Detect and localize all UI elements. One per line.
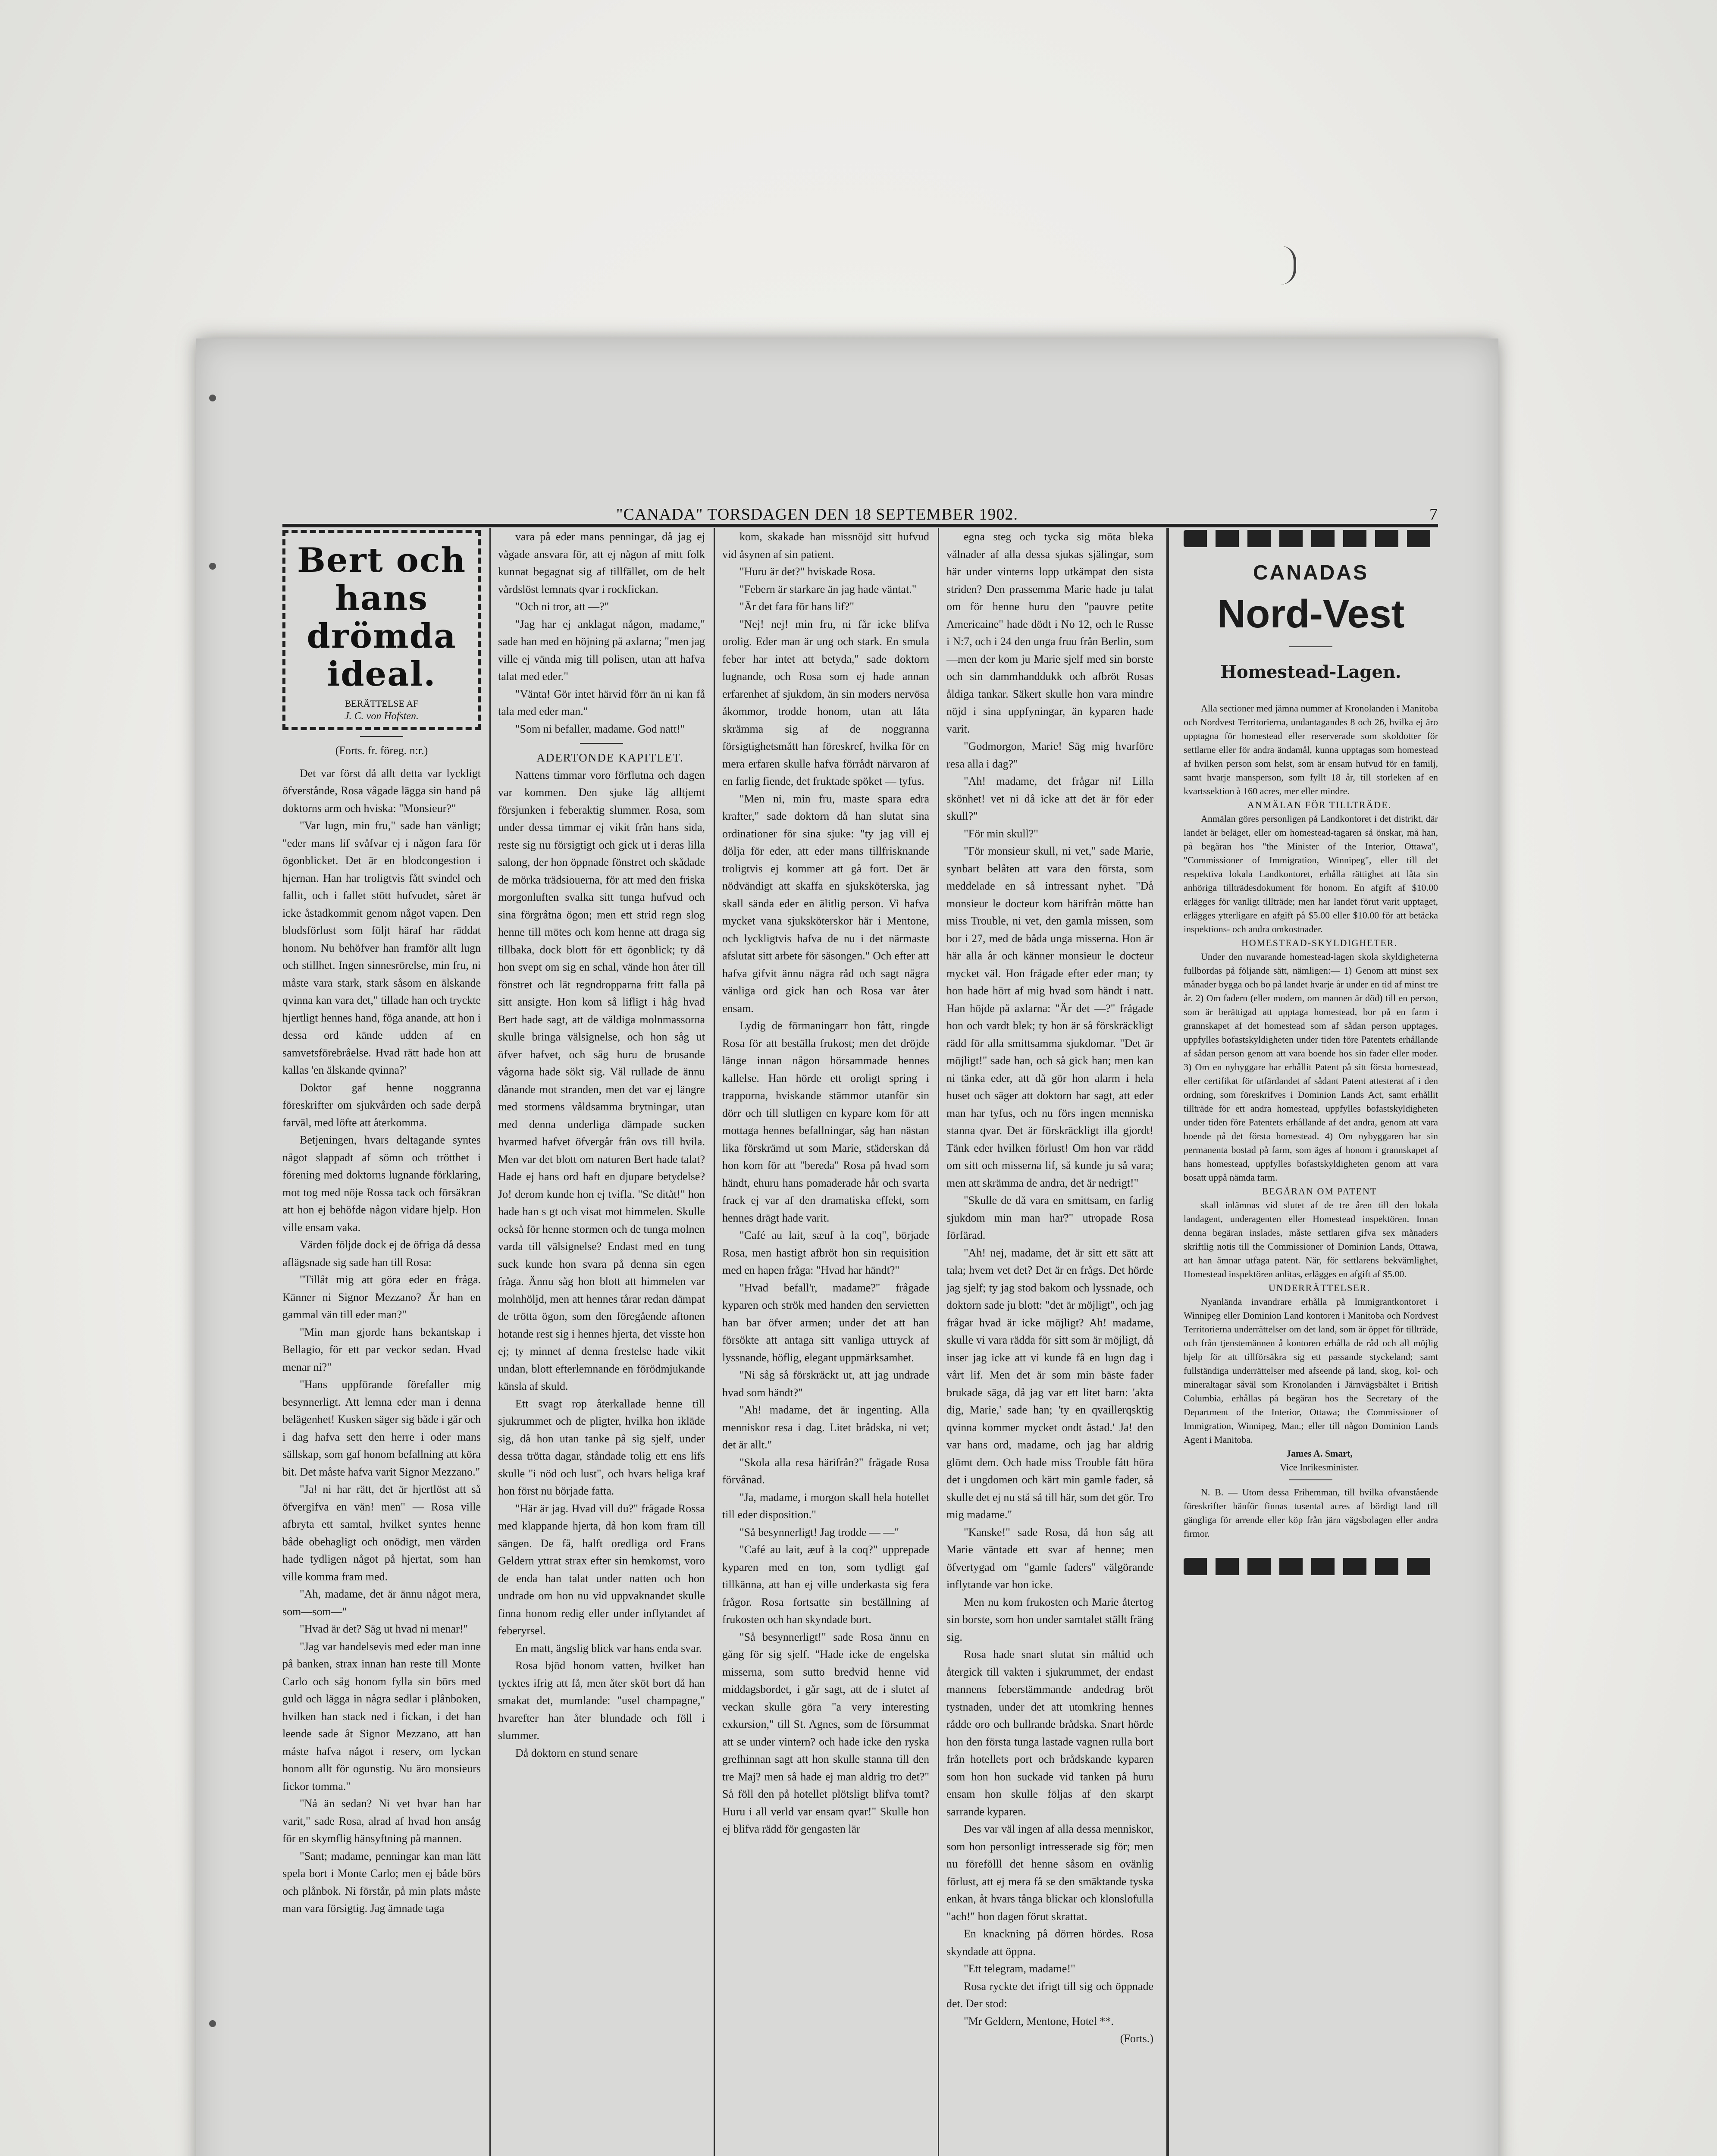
columns: [282, 528, 1438, 2156]
paragraph: "Ja, madame, i morgon skall hela hotellet till eder disposition.": [722, 1491, 929, 1521]
paragraph: "Hvad befall'r, madame?" frågade kyparen och strök med handen den servietten han bar öfver armen; under det att han försökte att antaga sitt vanliga uttryck af lyssnande, höflig, elegant uppmärksamhet.: [722, 1281, 929, 1364]
column-3: [722, 528, 929, 2156]
paragraph: "Godmorgon, Marie! Säg mig hvarföre resa alla i dag?": [946, 740, 1153, 770]
paragraph: "Skola alla resa härifrån?" frågade Rosa förvånad.: [722, 1456, 929, 1486]
paragraph: "Mr Geldern, Mentone, Hotel **.: [964, 2015, 1114, 2028]
chapter-text: [498, 767, 705, 1762]
column-1: [282, 528, 481, 2156]
paragraph: "Huru är det?" hviskade Rosa.: [739, 565, 876, 578]
divider: [360, 736, 403, 737]
section-text: Nyanlända invandrare erhålla på Immigrantkontoret i Winnipeg eller Dominion Land kontoren i Manitoba och Nordvest Territorierna underrättelser om det land, som är öppet för tillträde, och från tjenstemännen å kontoren erhålla de råd och all möjlig hjelp för att tillförsäkra sig ett passande styckeland; samt fullständiga underrättelser med afseende på land, skog, kol- och mineraltagar såväl som Kronolanden i Järnvägsbältet i British Columbia, erhållas på begäran hos the Secretary of the Department of the Interior, Ottawa; the Commissioner of Immigration, Winnipeg, Man.; eller till någon Dominion Lands Agent i Manitoba.: [1184, 1296, 1438, 1445]
paragraph: "Så besynnerligt! Jag trodde — —": [739, 1526, 899, 1539]
paragraph: "Tillåt mig att göra eder en fråga. Känner ni Signor Mezzano? Är han en gammal vän till eder man?": [282, 1273, 481, 1321]
paragraph: Rosa ryckte det ifrigt till sig och öppnade det. Der stod:: [946, 1980, 1153, 2010]
chapter-heading: ADERTONDE KAPITLET.: [536, 751, 684, 764]
paragraph: vara på eder mans penningar, då jag ej vågade ansvara för, att ej någon af mitt folk kunnat begagnat sig af tillfället, om de helt vårdslöst lemnats qvar i rockfickan.: [498, 530, 705, 595]
newspaper-page: [196, 338, 1498, 2156]
paragraph: "Café au lait, æuf à la coq?" upprepade kyparen med en ton, som tydligt gaf tillkänna, att han ej ville underkasta sig fera frågor. Rosa fortsatte sin beställning af frukosten och han skyndade bort.: [722, 1543, 929, 1626]
paragraph: "Skulle de då vara en smittsam, en farlig sjukdom min man har?" utropade Rosa förfärad.: [946, 1194, 1153, 1241]
paragraph: "Ah, madame, det är ännu något mera, som—som—": [282, 1588, 481, 1618]
paragraph: "För monsieur skull, ni vet," sade Marie, synbart belåten att vara den första, som meddelade en så intressant nyhet. "Då monsieur le docteur kom härifrån mötte han miss Trouble, ni vet, den gamla missen, som bor i 27, med de båda unga misserna. Hon är här alla år och känner monsieur le docteur mycket väl. Hon frågade efter eder man; ty hon hade hört af mig hvad som händt i natt. Han höjde på axlarna: "Är det —?" frågade hon och vardt blek; ty hon är så förskräckligt rädd för alla smittsamma sjukdomar. "Det är möjligt!" sade han, och så gick han; men kan ni tänka eder, att då gör hon alarm i hela huset och säger att doktorn har sagt, att eder man har tyfus, och nu förs ingen menniska stanna qvar. Det är förskräckligt illa gjordt! Tänk eder hvilken förlust! Om hon var rädd om sitt och misserna lif, så kunde ju så vara; men att skrämma de andra, det är nedrigt!": [946, 845, 1153, 1189]
paragraph: "Ah! nej, madame, det är sitt ett sätt att tala; hvem vet det? Det är en frågs. Det hörde jag sjelf; ty jag stod bakom och lyssnade, och doktorn sade ju blott: "det är möjligt", och jag frågar hvad är icke möjligt? Ah! madame, skulle vi vara rädda för sitt som är möjligt, då inser jag icke att vi kunde få en lugn dag i vårt lif. Men det är som min bäste fader brukade säga, då jag var ett litet barn: 'akta dig, Marie,' sade han; 'ty en qvaillerqsktig qvinna kommer mycket ondt åstad.' Ja! den var hans ord, madame, och jag har aldrig glömt dem. Och hade miss Trouble fått höra det i ungdomen och kärt min gamle fader, så skulle det ej nu stå så till här, som det gör. Tro mig madame.": [946, 1246, 1153, 1521]
paragraph: Då doktorn en stund senare: [515, 1746, 638, 1759]
column-4: [946, 528, 1153, 2156]
paragraph: "Ah! madame, det frågar ni! Lilla skönhet! vet ni då icke att det är för eder skull?": [946, 775, 1153, 822]
column-4-text: [946, 528, 1153, 2030]
header-title: "CANADA" TORSDAGEN DEN 18 SEPTEMBER 1902.: [616, 505, 1018, 523]
paragraph: Nattens timmar voro förflutna och dagen var kommen. Den sjuke låg alltjemt försjunken i feberaktig slummer. Rosa, som under dessa timmar ej vikit från hans sida, reste sig nu försigtigt och gick ut i deras lilla salong, der hon öppnade fönstret och skådade de mörka trädsiouerna, för att med den friska morgonluften svalka sitt tunga hufvud och sina förgråtna ögon; men ett strid regn slog henne till mötes och kom henne att draga sig tillbaka, dock blott för ett ögonblick; ty då hon svept om sig en schal, vände hon åter till fönstret och lät regndropparna fritt falla på sitt ansigte. Hon kom så lifligt i håg hvad Bert hade sagt, att de väldiga molnmassorna skulle bringa välsignelse, och hon såg ut öfver hafvet, och såg huru de brusande vågorna hade sökt sig. Väl rullade de ännu dånande mot stranden, men det var ej längre med stormens våldsamma brytningar, utan med denna underliga dämpade sucken hvarmed hafvet öfvergår från ovs till hvila. Men var det blott om naturen Bert hade talat? Hade ej hans ord haft en djupare betydelse? Jo! derom kunde hon ej tvifla. "Se ditåt!" hon hade han s gt och visat mot himmelen. Skulle också för henne stormen och de tunga molnen varda till välsignelse? Endast med en tung suck kunde hon svara på denna sin egen fråga. Ännu såg hon blott att himmelen var molnhöljd, men att hennes tårar redan dämpat de trötta ögon, som den föregående aftonen hotande rest sig i hennes hjerta, det visste hon ej; ty minnet af denna frestelse hade vikit undan, blott efterlemnande en förödmjukande känsla af skuld.: [498, 768, 705, 1392]
notice-subtitle: Homestead-Lagen.: [1220, 662, 1401, 682]
paragraph: "Ett telegram, madame!": [964, 1962, 1075, 1975]
continuation-note: (Forts.): [1120, 2032, 1153, 2045]
paragraph: En matt, ängslig blick var hans enda svar.: [515, 1642, 702, 1655]
section-text: skall inlämnas vid slutet af de tre åren till den lokala landagent, underagenten eller Homestead inspektören. Innan denna begäran inslades, måste settlaren gifva sex månaders skriftlig notis till the Commissioner of Dominion Lands, Ottawa, att han ämnar utfaga patent. När, för settlarens bekvämlighet, Homestead inspektören anlitas, erlägges en afgift af $5.00.: [1184, 1200, 1438, 1279]
story-title-box: [282, 530, 481, 730]
column-2-text: [498, 528, 705, 738]
edge-hole: [209, 563, 216, 570]
paragraph: Värden följde dock ej de öfriga då dessa aflägsnade sig sade han till Rosa:: [282, 1238, 481, 1269]
paragraph: Betjeningen, hvars deltagande syntes något slappadt af sömn och trötthet i förening med doktorns lugnande förklaring, mot tog med nöje Rossa tack och försäkran att hon ej behöfde någon vidare hjelp. Hon ville ensam vaka.: [282, 1134, 481, 1234]
film-mark: [1281, 246, 1296, 285]
divider: [580, 743, 623, 744]
author: J. C. von Hofsten.: [345, 711, 419, 722]
paragraph: "För min skull?": [964, 827, 1038, 840]
paragraph: "Nå än sedan? Ni vet hvar han har varit," sade Rosa, alrad af hvad hon ansåg för en skymflig hänsyftning på mannen.: [282, 1797, 481, 1845]
column-5-notice: [1184, 528, 1438, 2156]
ornament-border-top: [1184, 530, 1438, 547]
paragraph: Lydig de förmaningarr hon fått, ringde Rosa för att beställa frukost; men det dröjde länge innan någon hörsammade hennes kallelse. Han hörde ett oroligt spring i trapporna, hviskande stämmor utanför sin dörr och till slutligen en kypare kom för att mottaga hennes befallningar, såg han nästan lika förskrämd ut som Marie, städerskan då hon kom för att "bereda" Rosa på hvad som händt, ehuru hans pomaderade hår och svarta frack ej var af den dramatiska effekt, som hennes drägt hade varit.: [722, 1019, 929, 1224]
paragraph: "Som ni befaller, madame. God natt!": [515, 722, 685, 735]
paragraph: egna steg och tycka sig möta bleka vålnader af alla dessa sjukas själingar, som här under vinterns lopp utkämpat den sista striden? Den prassemma Marie hade ju talat om för henne huru den "pauvre petite Americaine" hade dödt i No 12, och le Russe i N:7, och i 24 den unga fruu från Berlin, som —men der kom ju Marie sjelf med sin borste och sin dammhanddukk och afbröt Rosas åldiga tankar. Säkert skulle hon vara mindre nöjd i sina uppfyningar, än kyparen hade varit.: [946, 530, 1153, 735]
paragraph: "Ja! ni har rätt, det är hjertlöst att så öfvergifva en vän! men" — Rosa ville afbryta ett samtal, hvilket syntes henne både obehagligt och onödigt, men värden hade tydligen något på hjertat, som han ville komma fram med.: [282, 1483, 481, 1583]
paragraph: Des var väl ingen af alla dessa menniskor, som hon personligt intresserade sig för; men nu förefölll det henne såsom en ovänlig förlust, att ej mera få se den smäktande tyska enkan, åt hvars tånga blickar och klonslofulla "ach!" hon dagen förut skrattat.: [946, 1823, 1153, 1923]
signature-title: Vice Inrikesminister.: [1280, 1462, 1359, 1473]
paragraph: "Här är jag. Hvad vill du?" frågade Rossa med klappande hjerta, då hon kom fram till sängen. De få, halft oredliga ord Frans Geldern yttrat strax efter sin hemkomst, voro de enda han talat under natten och hon undrade om hon nu vid uppvaknandet skulle finna honom redig eller under inflytandet af feberyrsel.: [498, 1502, 705, 1637]
story-title-line-1: Bert och hans: [297, 541, 467, 618]
section-heading: ANMÄLAN FÖR TILLTRÄDE.: [1247, 799, 1392, 810]
paragraph: Rosa bjöd honom vatten, hvilket han tycktes ifrig att få, men åter sköt bort då han smakat det, mumlande: "usel champagne," hvarefter han åter blundade och föll i slummer.: [498, 1659, 705, 1742]
nb-text: N. B. — Utom dessa Frihemman, till hvilka ofvanstående föreskrifter hänför finnas tusental acres af bördigt land till gängliga för arrende eller köp från järn vägsbolagen eller andra firmor.: [1184, 1487, 1438, 1539]
notice-intro: Alla sectioner med jämna nummer af Kronolanden i Manitoba och Nordvest Territorierna, undantagandes 8 och 26, hvilka ej äro upptagna för homestead eller reserverade som skoldotter för settlarne eller för andra ändamål, kunna upptagas som homestead af hvilken person som helst, som är ensam hufvud för en familj, samt hvarje mansperson, som fyllt 18 år, till storleken af en kvartssektion à 160 acres, mer eller mindre.: [1184, 703, 1438, 796]
paragraph: "Febern är starkare än jag hade väntat.": [739, 583, 917, 595]
paragraph: "Var lugn, min fru," sade han vänligt; "eder mans lif svåfvar ej i någon fara för ögonblicket. Det är en blodcongestion i hjernan. Han har troligtvis fått svindel och fallit, och i fallet stött hufvudet, såret är icke åstadkommit genom något vapen. Den blodsförlust som följt häraf har räddat honom. Nu behöfver han framför allt lugn och stillhet. Ingen sinnesrörelse, min fru, ni måste vara stark, stark såsom en älskande qvinna kan vara det," tillade han och tryckte hjertligt hennes hand, föga anande, att hon i dessa ord kände udden af en samvetsförebråelse. Hvad rätt hade hon att kallas 'en älskande qvinna?': [282, 819, 481, 1076]
section-text: Under den nuvarande homestead-lagen skola skyldigheterna fullbordas på följande sätt, nämligen:— 1) Genom att minst sex månader bygga och bo på landet hvarje år under en tid af minst tre år. 2) Om fadern (eller modern, om mannen är död) till en person, som är berättigad att upptaga homestead, bor på en farm i grannskapet af det homestead som af sådan person upptages, uppfylles bofastskyldigheten under tiden före Patentets erhållande af sådan person genom att vara boende hos sin fader eller moder. 3) Om en nybyggare har erhållit Patent på sitt första homestead, eller certifikat för utfärdandet af sådant Patent attesterat af i den ordning, som föreskrifves i Dominion Lands Act, samt erhållit tillträde för ett andra homestead, uppfylles bofastskyldigheten under tiden före Patentets erhållande af det andra, genom att vara boende på det första homestead. 4) Om nybyggaren har sin permanenta bostad på farm, som äges af honom i grannskapet af hans homestead, uppfylles bofastskyldigheten genom att vara bosatt uppå nämda farm.: [1184, 951, 1438, 1183]
column-3-text: [722, 528, 929, 1838]
paragraph: Rosa hade snart slutat sin måltid och återgick till vakten i sjukrummet, der endast mannens feberstämmande andedrag bröt tystnaden, under det att utomkring hennes rådde oro och bullrande brådska. Snart hörde hon den första tunga lastade vagnen rulla bort från hotellets port och brådskande kyparen som hon hon suckade vid tanken på huru ensam hon skulle följas af den skarpt sarrande kyparen.: [946, 1648, 1153, 1818]
paragraph: "Jag var handelsevis med eder man inne på banken, strax innan han reste till Monte Carlo och såg honom fylla sin börs med guld och lägga in några sedlar i plånboken, hvilken han stack ned i fickan, i det han leende sade åt Signor Mezzano, att han måste hafva något i reserv, om lyckan honom allt för ogunstig. Nu äro monsieurs fickor tomma.": [282, 1640, 481, 1792]
paragraph: "Men ni, min fru, maste spara edra krafter," sade doktorn då han slutat sina ordinationer för sina sjuke: "ty jag vill ej dölja för eder, att eder mans tillfrisknande troligtvis ej kommer att gå fort. Det är nödvändigt att skaffa en sjuksköterska, jag skall sända eder en älitlig person. Vi hafva mycket vana sjuksköterskor här i Mentone, och lyckligtvis hafva de nu i det närmaste afslutat sitt arbete för säsongen." Och efter att hafva gifvit ännu några råd och sagt några vänliga ord gick han och Rosa var åter ensam.: [722, 792, 929, 1015]
paragraph: Doktor gaf henne noggranna föreskrifter om sjukvården och sade derpå farväl, med löfte att återkomma.: [282, 1081, 481, 1129]
column-rule: [1166, 528, 1169, 2156]
section-heading: BEGÄRAN OM PATENT: [1262, 1186, 1377, 1197]
paragraph: "Jag har ej anklagat någon, madame," sade han med en höjning på axlarna; "men jag ville ej vända mig till polisen, utan att hafva talat med eder.": [498, 617, 705, 683]
page-number: 7: [1429, 505, 1438, 523]
column-rule: [714, 528, 715, 2156]
story-title-line-2: drömda ideal.: [307, 617, 457, 694]
paragraph: Ett svagt rop återkallade henne till sjukrummet och de pligter, hvilka hon ikläde sig, då hon utan tanke på sig sjelf, under dessa trötta dagar, ståndade tolig ett ens lifs skulle "i nöd och lust", och hvars heliga kraf hon först nu började fatta.: [498, 1397, 705, 1497]
story-title: [290, 542, 473, 693]
paragraph: "Ni såg så förskräckt ut, att jag undrade hvad som händt?": [722, 1369, 929, 1399]
paragraph: Det var först då allt detta var lyckligt öfverstånde, Rosa vågade lägga sin hand på doktorns arm och hviska: "Monsieur?": [282, 767, 481, 815]
section-text: Anmälan göres personligen på Landkontoret i det distrikt, där landet är beläget, eller om homestead-tagaren så önskar, må han, på begäran hos "the Minister of the Interior, Ottawa", "Commissioner of Immigration, Winnipeg", eller till det respektiva lokala Landkontoret, erhålla rättighet att låta sin anhöriga tillträdesdokument för honom. En afgift af $10.00 erlägges för vanligt tillträde; men har landet förut varit upptaget, erlägges ytterligare en afgift på $5.00 eller $10.00 för att betäcka inspektions- och andra omkostnader.: [1184, 813, 1438, 934]
continued-note: (Forts. fr. föreg. n:r.): [335, 744, 428, 757]
column-1-text: [282, 765, 481, 1918]
paragraph: "Hvad är det? Säg ut hvad ni menar!": [300, 1623, 468, 1635]
paragraph: Men nu kom frukosten och Marie återtog sin borste, som hon under samtalet ställt fräng sig.: [946, 1595, 1153, 1643]
paragraph: "Café au lait, sæuf à la coq", började Rosa, men hastigt afbröt hon sin requisition med en hapen fråga: "Hvad har händt?": [722, 1229, 929, 1276]
column-rule: [938, 528, 939, 2156]
divider: [1289, 646, 1332, 647]
paragraph: "Sant; madame, penningar kan man lätt spela bort i Monte Carlo; men ej både börs och plånbok. Ni förstår, på min plats måste man vara försigtig. Jag ämnade taga: [282, 1849, 481, 1915]
paragraph: "Vänta! Gör intet härvid förr än ni kan få tala med eder man.": [498, 687, 705, 718]
notice-title-top: CANADAS: [1253, 561, 1369, 584]
column-2: [498, 528, 705, 2156]
column-rule: [489, 528, 491, 2156]
paragraph: "Och ni tror, att —?": [515, 600, 609, 613]
paragraph: "Nej! nej! min fru, ni får icke blifva orolig. Eder man är ung och stark. En smula feber har intet att betyda," sade doktorn lugnande, och Rosa som ej hade annan erfarenhet af sjukdom, än sin moders nervösa åkommor, trodde honom, utan att låta skrämma sig af de noggranna försigtighetsmått han föreskref, hvilka för en mera erfaren skulle hafva förrådt närvaron af en farlig fiende, det fruktade spöket — tyfus.: [722, 617, 929, 787]
paragraph: En knackning på dörren hördes. Rosa skyndade att öppna.: [946, 1927, 1153, 1958]
paragraph: "Är det fara för hans lif?": [739, 600, 854, 613]
signature: James A. Smart,: [1286, 1448, 1353, 1459]
byline: BERÄTTELSE AF: [345, 698, 419, 709]
paragraph: "Så besynnerligt!" sade Rosa ännu en gång för sig sjelf. "Hade icke de engelska misserna, som sutto bredvid henne vid middagsbordet, i går sagt, att de i slutet af veckan skulle göra "a very interesting exkursion," till St. Agnes, som de försummat att se under vintern? och hade icke den ryska grefhinnan sagt att hon skulle stanna till den tre Maj? men så hade ej man aldrig tro det?" Så föll den på hotellet plötsligt blifva tomt? Huru i all verld var ensam qvar!" Skulle hon ej blifva rädd för gengasten lär: [722, 1630, 929, 1835]
section-heading: HOMESTEAD-SKYLDIGHETER.: [1241, 937, 1397, 948]
ornament-border-bottom: [1184, 1558, 1438, 1575]
paragraph: "Kanske!" sade Rosa, då hon såg att Marie väntade ett svar af henne; men öfvertygad om "gamle faders" välgörande inflytande var hon icke.: [946, 1526, 1153, 1591]
paragraph: kom, skakade han missnöjd sitt hufvud vid åsynen af sin patient.: [722, 530, 929, 561]
paragraph: "Min man gjorde hans bekantskap i Bellagio, för ett par veckor sedan. Hvad menar ni?": [282, 1326, 481, 1373]
paragraph: "Hans uppförande förefaller mig besynnerligt. Att lemna eder man i denna belägenhet! Kusken säger sig både i går och i dag hafva sett den herre i oder mans sällskap, som gaf honom befallning att köra bit. Det måste hafva varit Signor Mezzano.": [282, 1378, 481, 1478]
edge-hole: [209, 395, 216, 401]
divider: [1289, 1479, 1332, 1480]
edge-hole: [209, 2020, 216, 2027]
section-heading: UNDERRÄTTELSER.: [1269, 1282, 1370, 1293]
notice-title-main: Nord-Vest: [1217, 592, 1405, 636]
page-header: [282, 498, 1438, 527]
paragraph: "Ah! madame, det är ingenting. Alla menniskor resa i dag. Litet brådska, ni vet; det är allt.": [722, 1404, 929, 1451]
